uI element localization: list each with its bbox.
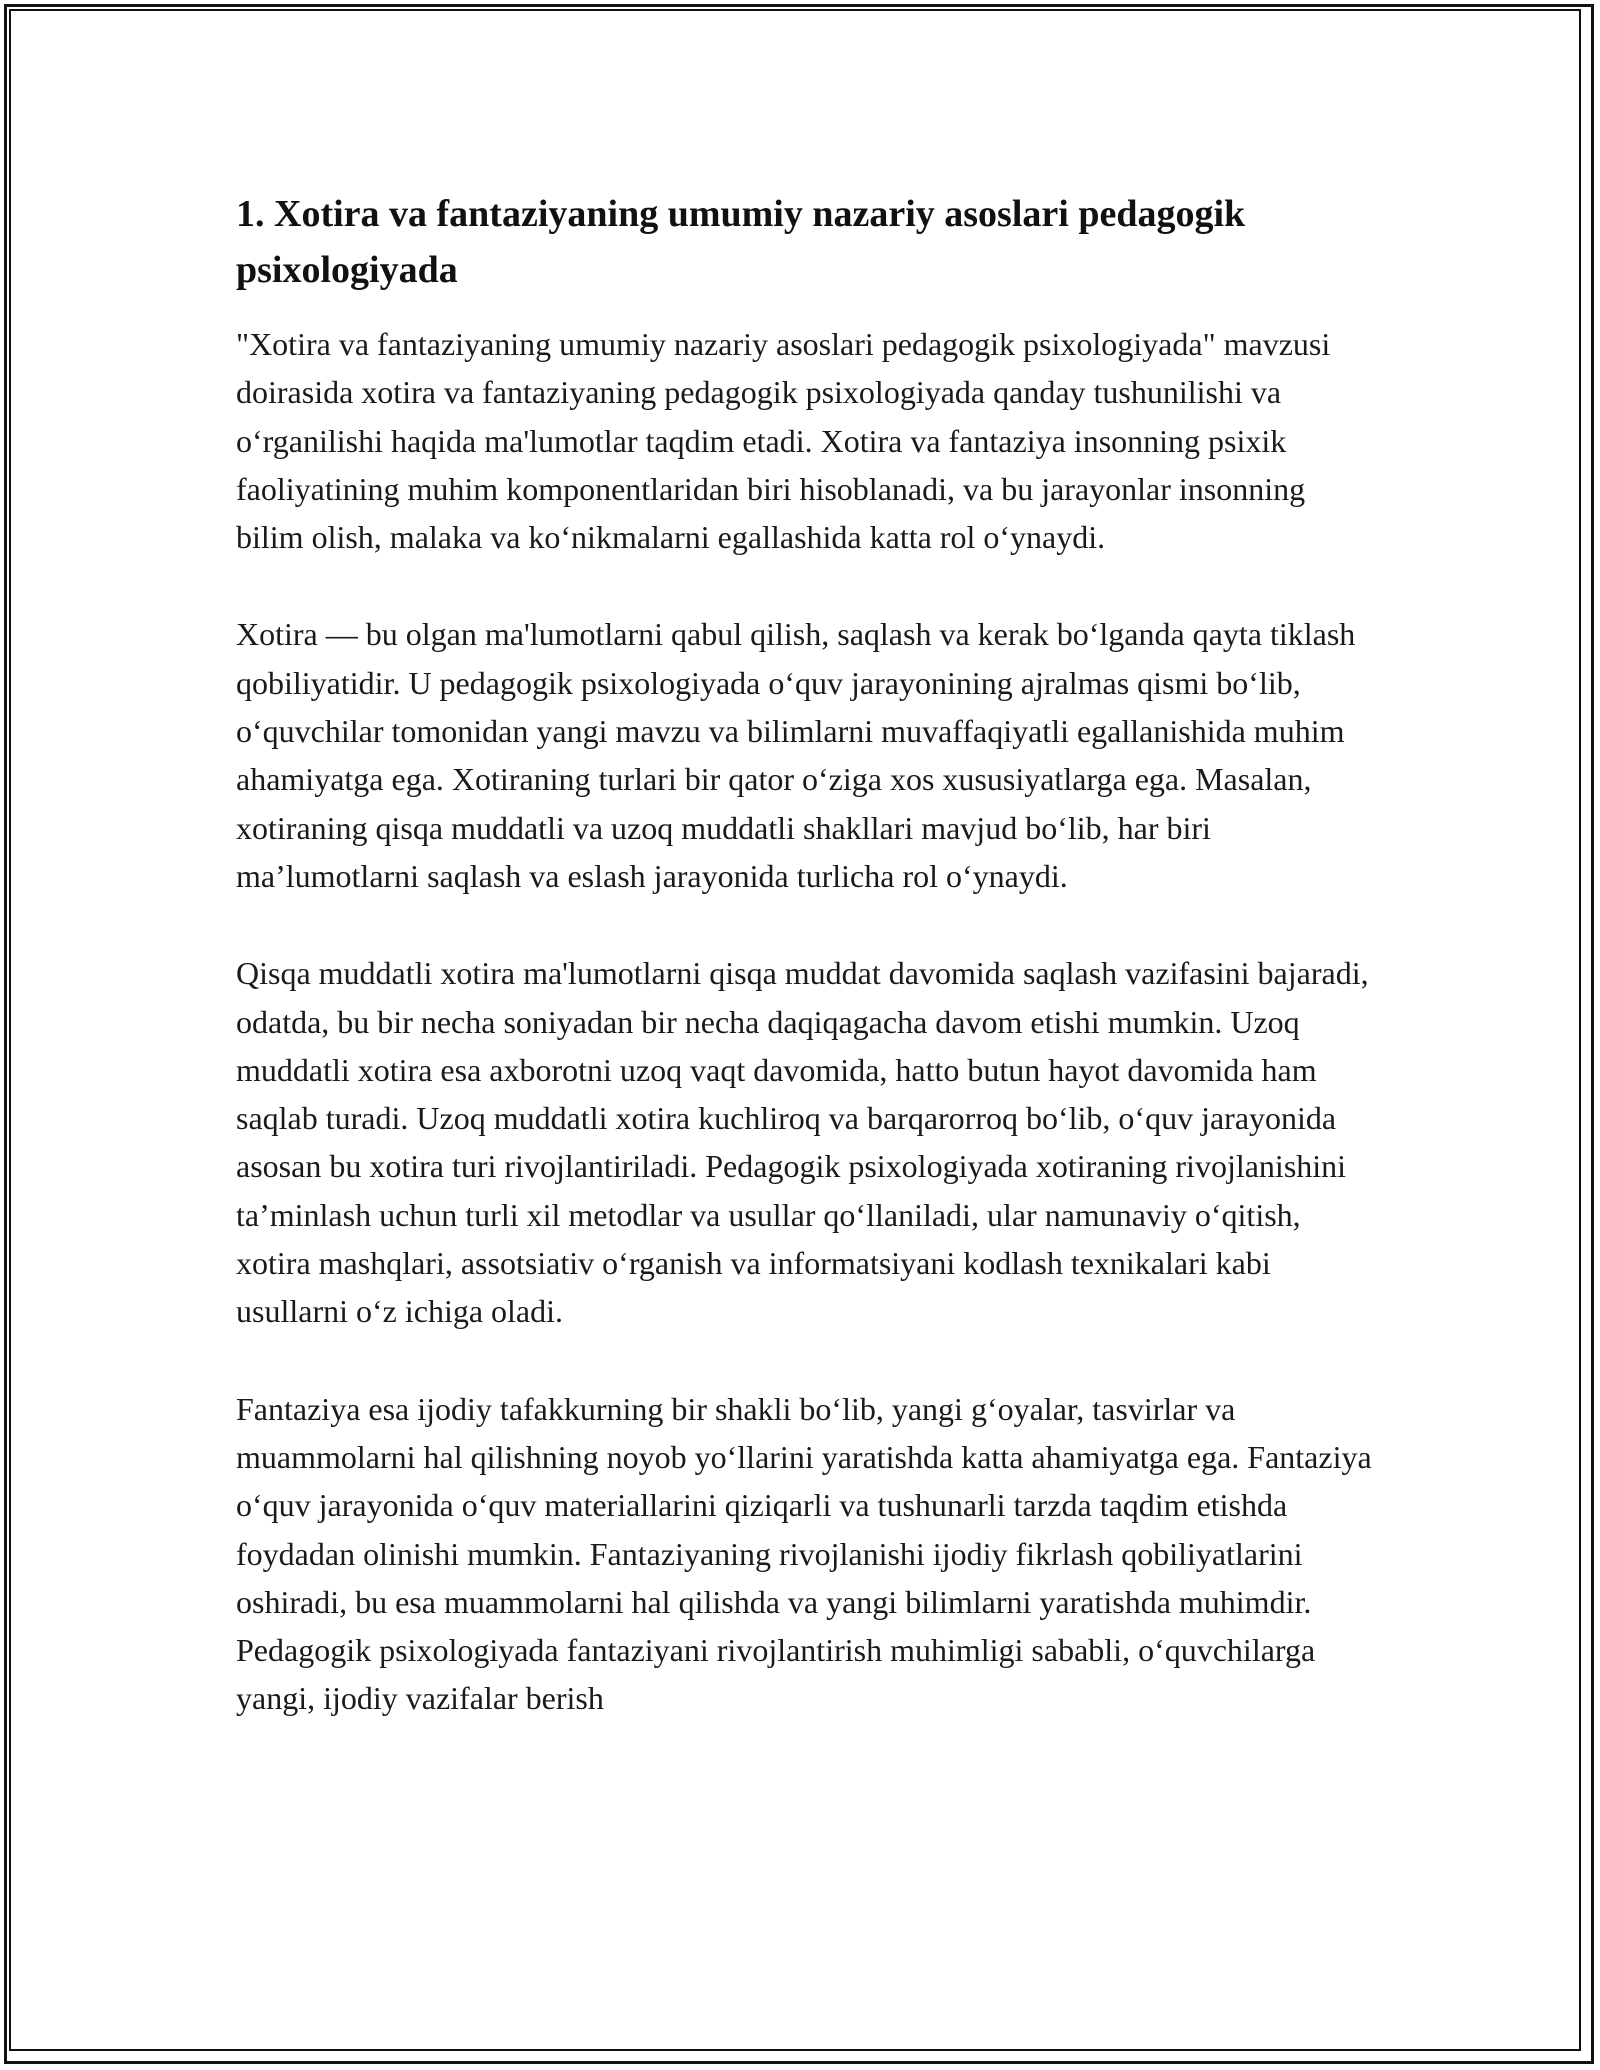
- section-heading: 1. Xotira va fantaziyaning umumiy nazariy asoslari pedagogik psixologiyada: [236, 193, 1246, 291]
- paragraph-intro: "Xotira va fantaziyaning umumiy nazariy asoslari pedagogik psixologiyada" mavzusi doirasida xotira va fantaziyaning pedagogik psixologiyada qanday tushunilishi va o‘rganilishi haqida ma'lumotlar taqdim etadi. Xotira va fantaziya insonning psixik faoliyatining muhim komponentlaridan biri hisoblanadi, va bu jarayonlar insonning bilim olish, malaka va ko‘nikmalarni egallashida katta rol o‘ynaydi.: [236, 326, 1331, 556]
- paragraph-imagination: Fantaziya esa ijodiy tafakkurning bir shakli bo‘lib, yangi g‘oyalar, tasvirlar va muammolarni hal qilishning noyob yo‘llarini yaratishda katta ahamiyatga ega. Fantaziya o‘quv jarayonida o‘quv materiallarini qiziqarli va tushunarli tarzda taqdim etishda foydadan olinishi mumkin. Fantaziyaning rivojlanishi ijodiy fikrlash qobiliyatlarini oshiradi, bu esa muammolarni hal qilishda va yangi bilimlarni yaratishda muhimdir. Pedagogik psixologiyada fantaziyani rivojlantirish muhimligi sababli, o‘quvchilarga yangi, ijodiy vazifalar berish: [236, 1390, 1372, 1717]
- paragraph-memory-definition: Xotira — bu olgan ma'lumotlarni qabul qilish, saqlash va kerak bo‘lganda qayta tiklash qobiliyatidir. U pedagogik psixologiyada o‘quv jarayonining ajralmas qismi bo‘lib, o‘quvchilar tomonidan yangi mavzu va bilimlarni muvaffaqiyatli egallanishida muhim ahamiyatga ega. Xotiraning turlari bir qator o‘ziga xos xususiyatlarga ega. Masalan, xotiraning qisqa muddatli va uzoq muddatli shakllari mavjud bo‘lib, har biri ma’lumotlarni saqlash va eslash jarayonida turlicha rol o‘ynaydi.: [236, 616, 1356, 894]
- paragraph-memory-types: Qisqa muddatli xotira ma'lumotlarni qisqa muddat davomida saqlash vazifasini bajaradi, odatda, bu bir necha soniyadan bir necha daqiqagacha davom etishi mumkin. Uzoq muddatli xotira esa axborotni uzoq vaqt davomida, hatto butun hayot davomida ham saqlab turadi. Uzoq muddatli xotira kuchliroq va barqarorroq bo‘lib, o‘quv jarayonida asosan bu xotira turi rivojlantiriladi. Pedagogik psixologiyada xotiraning rivojlanishini ta’minlash uchun turli xil metodlar va usullar qo‘llaniladi, ular namunaviy o‘qitish, xotira mashqlari, assotsiativ o‘rganish va informatsiyani kodlash texnikalari kabi usullarni o‘z ichiga oladi.: [236, 955, 1369, 1330]
- document-body: [236, 186, 1376, 1772]
